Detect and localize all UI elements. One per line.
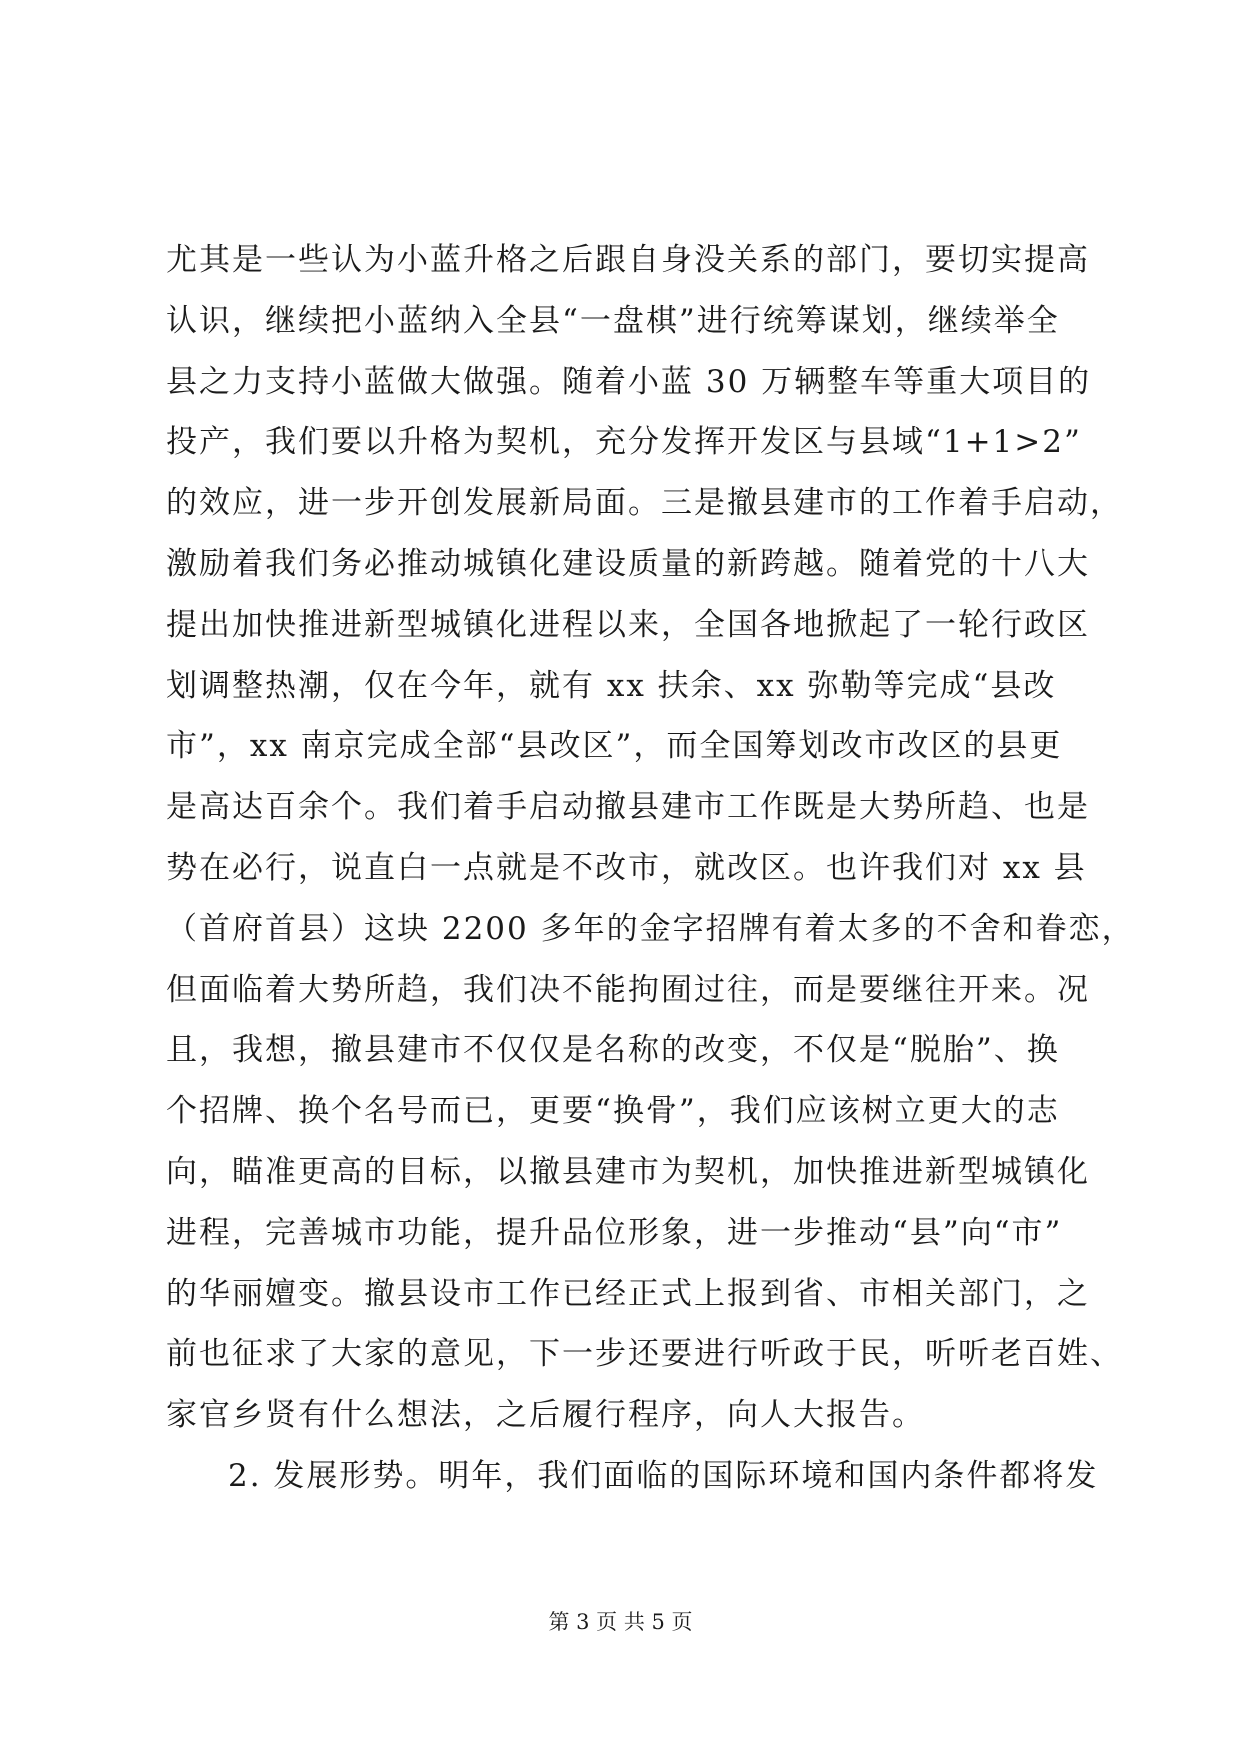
text-line: 市”，xx 南京完成全部“县改区”，而全国筹划改市改区的县更 (166, 728, 1063, 765)
text-line: 激励着我们务必推动城镇化建设质量的新跨越。随着党的十八大 (166, 545, 1090, 582)
text-line: 且，我想，撤县建市不仅仅是名称的改变，不仅是“脱胎”、换 (166, 1032, 1060, 1069)
text-line: 尤其是一些认为小蓝升格之后跟自身没关系的部门，要切实提高 (166, 242, 1090, 278)
text-line: 是高达百余个。我们着手启动撤县建市工作既是大势所趋、也是 (166, 789, 1090, 826)
text-line: 势在必行，说直白一点就是不改市，就改区。也许我们对 xx 县 (166, 849, 1087, 886)
text-line: 家官乡贤有什么想法，之后履行程序，向人大报告。 (166, 1397, 925, 1434)
text-line: 认识，继续把小蓝纳入全县“一盘棋”进行统筹谋划，继续举全 (166, 302, 1060, 339)
text-line: 进程，完善城市功能，提升品位形象，进一步推动“县”向“市” (166, 1214, 1063, 1251)
text-line: 但面临着大势所趋，我们决不能拘囿过往，而是要继往开来。况 (166, 971, 1090, 1008)
text-line: 前也征求了大家的意见，下一步还要进行听政于民，听听老百姓、 (166, 1336, 1123, 1373)
text-line: 的效应，进一步开创发展新局面。三是撤县建市的工作着手启动， (166, 485, 1123, 522)
text-line: 的华丽嬗变。撤县设市工作已经正式上报到省、市相关部门，之 (166, 1275, 1090, 1312)
text-line: 个招牌、换个名号而已，更要“换骨”，我们应该树立更大的志 (166, 1093, 1060, 1130)
body-text (166, 230, 1135, 1507)
section-heading-line: 2. 发展形势。明年，我们面临的国际环境和国内条件都将发 (228, 1457, 1099, 1494)
text-line: （首府首县）这块 2200 多年的金字招牌有着太多的不舍和眷恋， (166, 910, 1135, 947)
text-line: 向，瞄准更高的目标，以撤县建市为契机，加快推进新型城镇化 (166, 1153, 1090, 1190)
text-line: 提出加快推进新型城镇化进程以来，全国各地掀起了一轮行政区 (166, 606, 1090, 643)
page-number-footer: 第 3 页 共 5 页 (548, 1610, 693, 1634)
text-line: 划调整热潮，仅在今年，就有 xx 扶余、xx 弥勒等完成“县改 (166, 667, 1057, 704)
text-line: 县之力支持小蓝做大做强。随着小蓝 30 万辆整车等重大项目的 (166, 363, 1092, 400)
text-line: 投产，我们要以升格为契机，充分发挥开发区与县域“1+1>2” (166, 424, 1082, 461)
